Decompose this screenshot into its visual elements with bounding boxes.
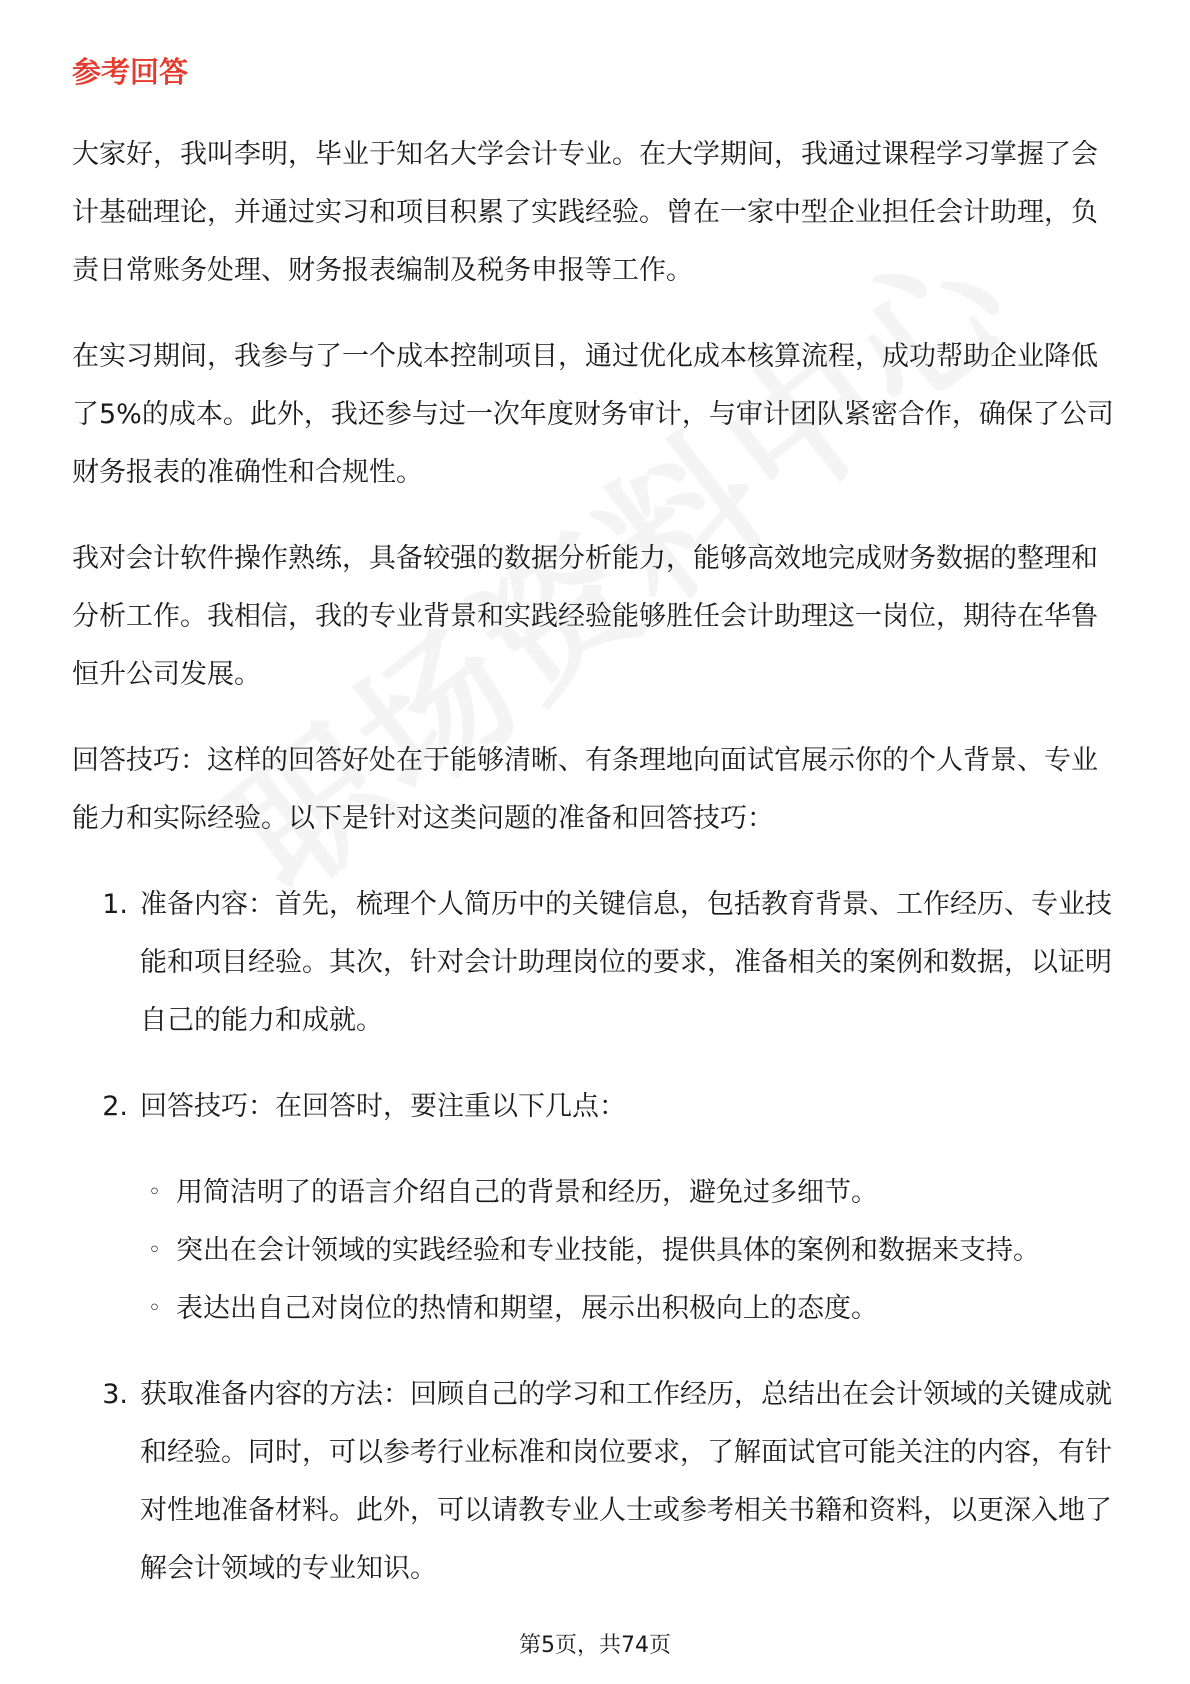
paragraph-tips: 回答技巧：这样的回答好处在于能够清晰、有条理地向面试官展示你的个人背景、专业能力和实际经验。以下是针对这类问题的准备和回答技巧： xyxy=(72,745,1098,834)
bullet-item xyxy=(72,1222,1122,1280)
list-text: 回答技巧：在回答时，要注重以下几点： xyxy=(140,1091,626,1122)
list-text: 获取准备内容的方法：回顾自己的学习和工作经历，总结出在会计领域的关键成就和经验。同时，可以参考行业标准和岗位要求，了解面试官可能关注的内容，有针对性地准备材料。此外，可以请教专业人士或参考相关书籍和资料，以更深入地了解会计领域的专业知识。 xyxy=(140,1379,1112,1584)
bullet-item xyxy=(72,1164,1122,1222)
bullet-text: 表达出自己对岗位的热情和期望，展示出积极向上的态度。 xyxy=(176,1293,878,1324)
paragraph-skills: 我对会计软件操作熟练，具备较强的数据分析能力，能够高效地完成财务数据的整理和分析工作。我相信，我的专业背景和实践经验能够胜任会计助理这一岗位，期待在华鲁恒升公司发展。 xyxy=(72,543,1098,690)
bullet-list xyxy=(72,1164,1122,1338)
page-footer: 第5页，共74页 xyxy=(519,1633,671,1658)
list-number: 2. xyxy=(102,1091,128,1122)
bullet-text: 用简洁明了的语言介绍自己的背景和经历，避免过多细节。 xyxy=(176,1177,878,1208)
bullet-text: 突出在会计领域的实践经验和专业技能，提供具体的案例和数据来支持。 xyxy=(176,1235,1040,1266)
paragraph-internship: 在实习期间，我参与了一个成本控制项目，通过优化成本核算流程，成功帮助企业降低了5%的成本。此外，我还参与过一次年度财务审计，与审计团队紧密合作，确保了公司财务报表的准确性和合规性。 xyxy=(72,341,1114,488)
numbered-list xyxy=(72,876,1122,1598)
bullet-icon: ◦ xyxy=(148,1296,161,1321)
list-text: 准备内容：首先，梳理个人简历中的关键信息，包括教育背景、工作经历、专业技能和项目经验。其次，针对会计助理岗位的要求，准备相关的案例和数据，以证明自己的能力和成就。 xyxy=(140,889,1112,1036)
paragraph-intro: 大家好，我叫李明，毕业于知名大学会计专业。在大学期间，我通过课程学习掌握了会计基础理论，并通过实习和项目积累了实践经验。曾在一家中型企业担任会计助理，负责日常账务处理、财务报表编制及税务申报等工作。 xyxy=(72,139,1098,286)
list-number: 3. xyxy=(102,1379,128,1410)
section-heading: 参考回答 xyxy=(72,55,189,89)
bullet-icon: ◦ xyxy=(148,1238,161,1263)
bullet-item xyxy=(72,1280,1122,1338)
bullet-icon: ◦ xyxy=(148,1180,161,1205)
list-number: 1. xyxy=(102,889,128,920)
list-item xyxy=(72,1078,1122,1136)
list-item xyxy=(72,876,1122,1050)
list-item xyxy=(72,1366,1122,1598)
content xyxy=(72,48,1122,1626)
